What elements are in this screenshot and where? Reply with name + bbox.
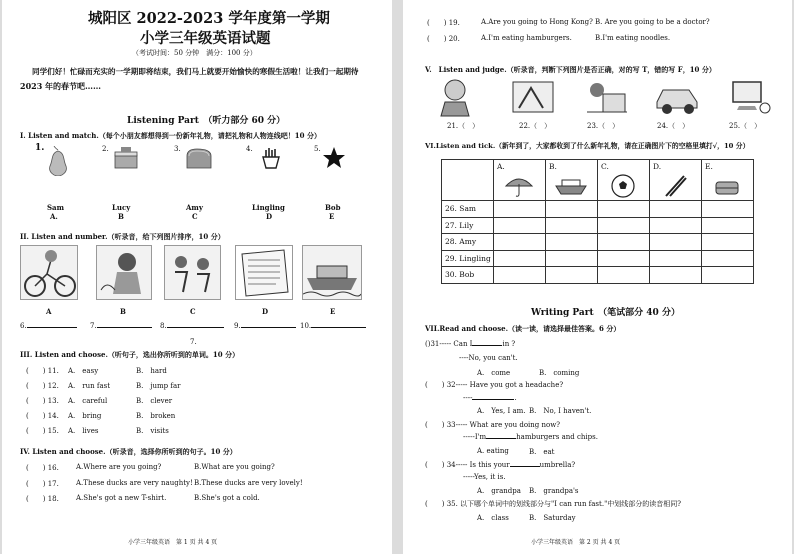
umbrella-icon — [504, 174, 534, 198]
q33-blank[interactable] — [486, 438, 516, 439]
q34: ( ) 34----- Is this your umbrella? — [425, 461, 576, 469]
q31-option-a: A. come — [477, 369, 511, 377]
boat-icon — [303, 246, 361, 299]
answer-bracket[interactable]: ( ) — [26, 427, 46, 435]
q14-row: ( ) 14. — [26, 412, 59, 420]
judge-25[interactable]: 25.（ ） — [729, 122, 762, 130]
table-row: 30. Bob — [442, 267, 754, 284]
q13-option-b: B. clever — [136, 397, 173, 405]
table-header-row — [442, 160, 754, 201]
letter-d: D — [266, 212, 273, 221]
name-bob: Bob — [325, 203, 341, 212]
pic-letter-d: D — [262, 307, 269, 316]
q18-row: ( ) 18. — [26, 495, 59, 503]
name-sam: Sam — [47, 203, 64, 212]
table-row: 28. Amy — [442, 234, 754, 251]
q32: ( ) 32----- Have you got a headache? — [425, 381, 564, 389]
exam-page-1 — [2, 0, 392, 554]
q17-option-b: B.These ducks are very lovely! — [194, 479, 303, 487]
picture-kids-playing — [164, 245, 221, 300]
star-icon — [322, 146, 346, 170]
q17-row: ( ) 17. — [26, 480, 59, 488]
bicycle-icon — [21, 246, 77, 299]
q15-option-a: A. lives — [68, 427, 99, 435]
q20-option-b: B.I'm eating noodles. — [595, 34, 671, 42]
name-lingling: Lingling — [252, 203, 285, 212]
letter-a: A. — [50, 212, 58, 221]
name-lucy: Lucy — [112, 203, 131, 212]
q12-option-b: B. jump far — [136, 382, 181, 390]
picture-boat — [302, 245, 362, 300]
letter-b: B — [118, 212, 124, 221]
q18-option-b: B.She's got a cold. — [194, 494, 260, 502]
car-icon — [653, 78, 701, 116]
answer-bracket[interactable]: ( ) — [26, 480, 46, 488]
answer-bracket[interactable]: ( ) — [427, 19, 447, 27]
q20-option-a: A.I'm eating hamburgers. — [481, 34, 572, 42]
q33-answer: -----I'm hamburgers and chips. — [463, 433, 598, 441]
section-7-title: VII.Read and choose.（读一读，请选择最佳答案。6 分） — [425, 324, 621, 333]
q33-option-b: B. eat — [529, 448, 555, 456]
section-1-title: I. Listen and match.（每个小朋友都想得到一份新年礼物，请把礼物和人物连线吧！10 分） — [20, 131, 321, 140]
q19-option-b: B. Are you going to be a doctor? — [595, 18, 710, 26]
answer-bracket[interactable]: ( — [425, 421, 428, 429]
french-fries-icon — [260, 147, 282, 169]
intro-line-2: 2023 年的春节吧…… — [20, 81, 102, 91]
answer-bracket[interactable]: ( — [425, 461, 428, 469]
q12-option-a: A. run fast — [68, 382, 111, 390]
pic-letter-e: E — [330, 307, 336, 316]
answer-blank-8[interactable]: 8. — [160, 322, 224, 330]
match-num-2: 2. — [102, 145, 109, 153]
q33-option-a: A. eating — [477, 447, 509, 455]
exam-page-2 — [403, 0, 792, 554]
answer-bracket[interactable]: ( — [425, 381, 428, 389]
table-row: 27. Lily — [442, 217, 754, 234]
chopsticks-icon — [662, 174, 688, 198]
q18-option-a: A.She's got a new T-shirt. — [76, 494, 167, 502]
q11-option-a: A. easy — [68, 367, 99, 375]
q31-option-b: B. coming — [539, 369, 580, 377]
pic-letter-c: C — [190, 307, 196, 316]
col-header-a: A. — [494, 160, 546, 201]
reading-boy-icon — [433, 76, 477, 118]
answer-blank-7[interactable]: 7. — [90, 322, 152, 330]
answer-bracket[interactable]: ( ) — [26, 464, 46, 472]
q35-option-b: B. Saturday — [529, 514, 576, 522]
exam-info: （考试时间：50 分钟 满分：100 分） — [132, 49, 257, 57]
answer-bracket[interactable]: ( ) — [427, 35, 447, 43]
match-num-5: 5. — [314, 145, 321, 153]
q33: ( ) 33----- What are you doing now? — [425, 421, 560, 429]
table-row: 29. Lingling — [442, 250, 754, 267]
q16-row: ( ) 16. — [26, 464, 59, 472]
answer-bracket[interactable]: ( — [425, 500, 428, 508]
q13-option-a: A. careful — [68, 397, 108, 405]
q14-option-a: A. bring — [68, 412, 102, 420]
pic-letter-b: B — [120, 307, 126, 316]
table-corner-cell — [442, 160, 494, 201]
match-num-1: 1. — [35, 143, 45, 153]
judge-24[interactable]: 24.（ ） — [657, 122, 690, 130]
boat-toy-icon — [554, 174, 588, 198]
q31: ()31----- Can I in ? — [425, 340, 516, 348]
listening-part-heading: Listening Part （听力部分 60 分） — [127, 116, 286, 126]
picture-letter — [235, 245, 293, 300]
bread-icon — [184, 146, 214, 170]
q14-option-b: B. broken — [136, 412, 176, 420]
q19-option-a: A.Are you going to Hong Kong? — [481, 18, 593, 26]
letter-paper-icon — [236, 246, 292, 299]
letter-c: C — [192, 212, 198, 221]
judge-22[interactable]: 22.（ ） — [519, 122, 552, 130]
section-4-title: IV. Listen and choose.（听录音，选择你所听到的句子。10 分） — [20, 447, 237, 456]
judge-21[interactable]: 21.（ ） — [447, 122, 480, 130]
cake-icon — [112, 146, 140, 170]
cooking-icon — [583, 78, 629, 116]
q32-answer: ---- . — [463, 394, 517, 402]
q15-row: ( ) 15. — [26, 427, 59, 435]
intro-line-1: 同学们好！忙碌而充实的一学期即将结束，我们马上就要开始愉快的寒假生活啦！让我们一起期待 — [32, 67, 359, 76]
q15-option-b: B. visits — [136, 427, 169, 435]
col-header-b: B. — [546, 160, 598, 201]
children-icon — [165, 246, 220, 299]
sweets-icon — [712, 174, 742, 198]
writing-part-heading: Writing Part （笔试部分 40 分） — [531, 308, 680, 318]
answer-bracket[interactable]: ( ) — [26, 367, 46, 375]
q31-blank[interactable] — [472, 345, 502, 346]
col-header-e: E. — [702, 160, 754, 201]
q32-option-b: B. No, I haven't. — [529, 407, 592, 415]
picture-girl-with-dog — [96, 245, 152, 300]
q34-option-a: A. grandpa — [477, 487, 521, 495]
answer-bracket[interactable]: ( ) — [26, 397, 46, 405]
judge-23[interactable]: 23.（ ） — [587, 122, 620, 130]
pic-letter-a: A — [46, 307, 52, 316]
girl-icon — [97, 246, 151, 299]
letter-e: E — [329, 212, 335, 221]
q16-option-a: A.Where are you going? — [76, 463, 162, 471]
section-6-title: VI.Listen and tick.（新年到了，大家都收到了什么新年礼物，请在正确图片下的空格里填打√，10 分） — [425, 142, 750, 150]
match-num-3: 3. — [174, 145, 181, 153]
stray-number: 7. — [190, 338, 197, 346]
playground-icon — [511, 78, 555, 116]
q11-option-b: B. hard — [136, 367, 167, 375]
answer-bracket[interactable]: ( ) — [26, 382, 46, 390]
q20-row: ( ) 20. — [427, 35, 460, 43]
q12-row: ( ) 12. — [26, 382, 59, 390]
q13-row: ( ) 13. — [26, 397, 59, 405]
answer-blank-6[interactable]: 6. — [20, 322, 77, 330]
section-3-title: III. Listen and choose.（听句子，选出你所听到的单词。10 分） — [20, 350, 240, 359]
page-footer: 小学三年级英语 第 2 页 共 4 页 — [531, 539, 621, 546]
answer-blank-10[interactable]: 10. — [300, 322, 366, 330]
q35-option-a: A. class — [477, 514, 509, 522]
q19-row: ( ) 19. — [427, 19, 460, 27]
table-row: 26. Sam — [442, 201, 754, 218]
q32-option-a: A. Yes, I am. — [477, 407, 526, 415]
computer-icon — [729, 78, 771, 116]
page-footer: 小学三年级英语 第 1 页 共 4 页 — [128, 539, 218, 546]
q34-answer: -----Yes, it is. — [463, 473, 506, 481]
section-2-title: II. Listen and number.（听录音，给下列图片排序，10 分） — [20, 232, 225, 241]
col-header-c: C. — [598, 160, 650, 201]
exam-subtitle: 小学三年级英语试题 — [140, 30, 271, 47]
tick-table — [441, 159, 754, 284]
q31-answer: ----No, you can't. — [459, 354, 518, 362]
q34-blank[interactable] — [510, 466, 540, 467]
name-amy: Amy — [186, 203, 203, 212]
section-5-title: V. Listen and judge.（听录音，判断下列图片是否正确，对的写 T，错的写 F，10 分） — [425, 65, 716, 74]
answer-bracket[interactable]: ( ) — [26, 495, 46, 503]
col-header-d: D. — [650, 160, 702, 201]
q32-blank[interactable] — [472, 399, 514, 400]
answer-bracket[interactable]: ( ) — [26, 412, 46, 420]
exam-title: 城阳区 2022-2023 学年度第一学期 — [88, 10, 330, 27]
q11-row: ( ) 11. — [26, 367, 59, 375]
football-icon — [610, 173, 636, 199]
answer-blank-9[interactable]: 9. — [234, 322, 296, 330]
q35: ( ) 35. 以下哪个单词中的划线部分与"I can run fast."中划线部分的读音相同? — [425, 500, 682, 508]
q17-option-a: A.These ducks are very naughty! — [76, 479, 193, 487]
q16-option-b: B.What are you going? — [194, 463, 275, 471]
q34-option-b: B. grandpa's — [529, 487, 579, 495]
match-num-4: 4. — [246, 145, 253, 153]
picture-girl-on-bike — [20, 245, 78, 300]
pear-icon — [45, 146, 71, 176]
